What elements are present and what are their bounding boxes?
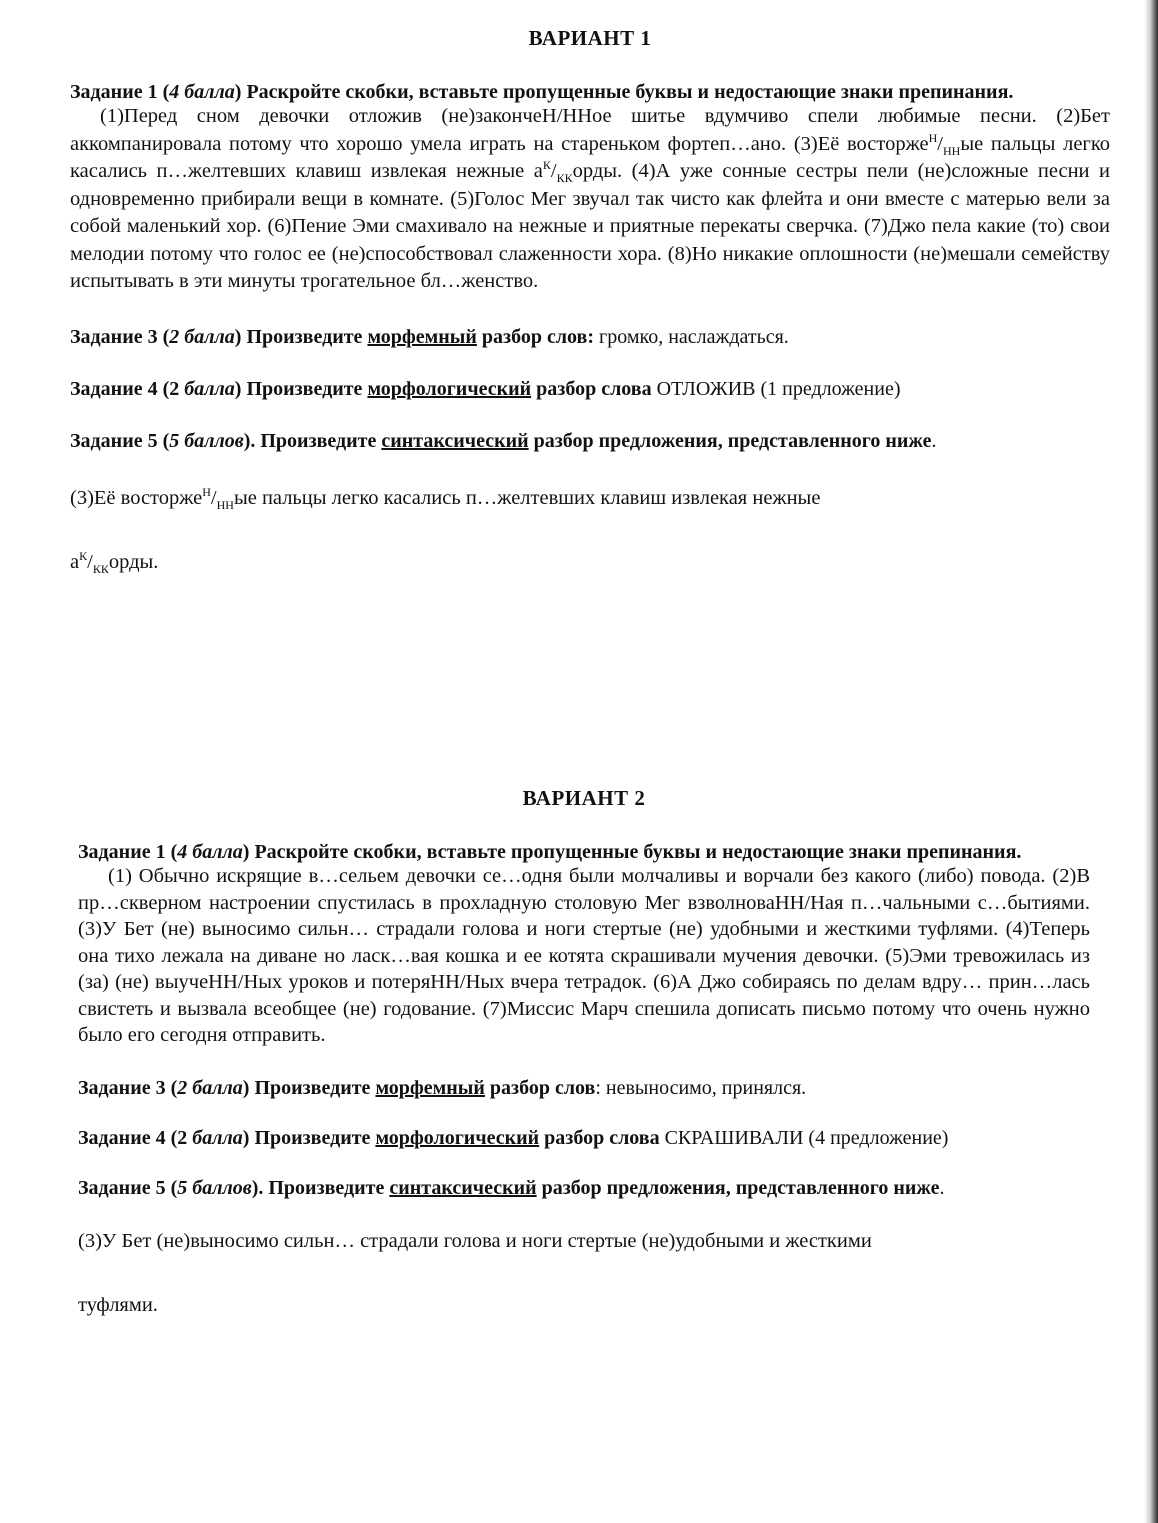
page-edge-shadow	[1144, 0, 1158, 1523]
task-1-text: (1) Обычно искрящие в…сельем девочки се…одня были молчаливы и ворчали без какого (либо) повода. (2)В пр…скверном настроении спустилась в прохладную столовую Мег взволноваНН/Ная п…чальными с…бытиями. (3)У Бет (не) выносимо сильн… страдали голова и ноги стертые (не) удобными и жесткими туфлями. (4)Теперь она тихо лежала на диване но ласк…вая кошка и ее котята скрашивали мучения девочки. (5)Эми тревожилась из (за) (не) выучеНН/Ных уроков и потеряНН/Ных вчера тетрадок. (6)А Джо собираясь по делам вдру… прин…лась свистеть и вызвала всеобщее (не) годование. (7)Миссис Марч спешила дописать письмо потому что очень нужно было его сегодня отправить.	[78, 865, 1090, 1046]
variant-2-task-3: Задание 3 (2 балла) Произведите морфемный разбор слов: невыносимо, принялся.	[78, 1076, 807, 1099]
task-instruction: ) Раскройте скобки, вставьте пропущенные буквы и недостающие знаки препинания.	[234, 81, 1014, 103]
task-5-sentence: (3)У Бет (не)выносимо сильн… страдали голова и ноги стертые (не)удобными и жесткими	[78, 1229, 872, 1252]
underlined-term: синтаксический	[389, 1176, 537, 1199]
variant-2-task-4: Задание 4 (2 балла) Произведите морфологический разбор слова СКРАШИВАЛИ (4 предложение)	[78, 1126, 949, 1149]
underlined-term: морфемный	[375, 1076, 485, 1099]
variant-1-task-4: Задание 4 (2 балла) Произведите морфологический разбор слова ОТЛОЖИВ (1 предложение)	[70, 377, 901, 400]
variant-1	[70, 26, 1110, 574]
task-1-heading	[70, 81, 1110, 103]
variant-1-title: ВАРИАНТ 1	[528, 26, 652, 50]
task-label: Задание 1 (	[70, 81, 170, 103]
task-words: : невыносимо, принялся.	[595, 1076, 807, 1099]
variant-2-task-5: Задание 5 (5 баллов). Произведите синтаксический разбор предложения, представленного ниже.	[78, 1176, 945, 1199]
variant-1-task-1	[70, 81, 1110, 296]
task-5-sentence: (3)Её $восторже^Н/_{НН}ые$ пальцы легко касались п…желтевших клавиш извлекая нежные	[70, 484, 821, 512]
task-word: СКРАШИВАЛИ (4 предложение)	[659, 1126, 949, 1149]
task-words: громко, наслаждаться.	[594, 325, 789, 348]
variant-1-task-3: Задание 3 (2 балла) Произведите морфемный разбор слов: громко, наслаждаться.	[70, 325, 789, 348]
variant-1-task-5: Задание 5 (5 баллов). Произведите синтаксический разбор предложения, представленного ниже.	[70, 429, 937, 452]
underlined-term: морфемный	[367, 325, 477, 348]
task-5-sentence-continued: $а^К/_{КК}орды$.	[70, 548, 159, 576]
variant-2	[78, 786, 1090, 1317]
task-1-text: (1)Перед сном девочки отложив (не)закончеН/ННое шитье вдумчиво спели любимые песни. (2)Бет аккомпанировала потому что хорошо умела играть на стареньком фортеп…ано. (3)Её $восторже^Н/_{НН}ые$ пальцы легко касались п…желтевших клавиш извлекая нежные $а^К/_{КК}орды$. (4)А уже сонные сестры пели (не)сложные песни и одновременно прибирали вещи в комнате. (5)Голос Мег звучал так чисто как флейта и они вместе с матерью вели за собой маленький хор. (6)Пение Эми смахивало на нежные и приятные перекаты сверчка. (7)Джо пела какие (то) свои мелодии потому что голос ее (не)способствовал слаженности хора. (8)Но никакие оплошности (не)мешали семейству испытывать в эти минуты трогательное бл…женство.	[70, 105, 1110, 292]
underlined-term: морфологический	[367, 377, 532, 400]
task-word: ОТЛОЖИВ (1 предложение)	[651, 377, 901, 400]
variant-2-title: ВАРИАНТ 2	[522, 786, 646, 810]
task-1-heading: Задание 1 (4 балла) Раскройте скобки, вставьте пропущенные буквы и недостающие знаки препинания.	[78, 841, 1022, 863]
underlined-term: морфологический	[375, 1126, 540, 1149]
task-points: 4 балла	[169, 81, 235, 103]
variant-2-task-1	[78, 841, 1090, 1049]
underlined-term: синтаксический	[381, 429, 529, 452]
task-5-sentence-continued: туфлями.	[78, 1293, 158, 1316]
